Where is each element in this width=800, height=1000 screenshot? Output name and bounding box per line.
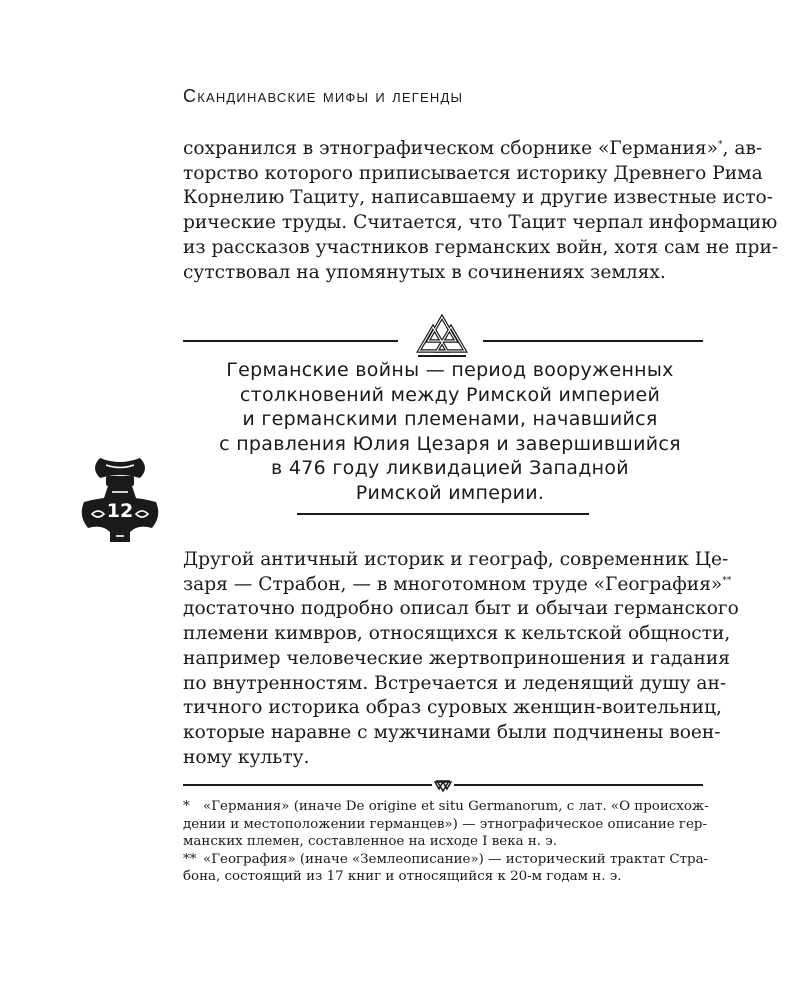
body-line-text: , ав- xyxy=(722,138,763,159)
body-line: Другой античный историк и географ, современник Це- xyxy=(183,549,729,570)
page-number: 12 xyxy=(106,500,134,522)
body-line xyxy=(183,573,732,598)
footnote-line xyxy=(183,851,709,869)
body-line xyxy=(183,137,763,162)
callout-rule-top-left xyxy=(183,340,398,342)
footnote-mark: * xyxy=(183,799,190,814)
body-line: из рассказов участников германских войн, хотя сам не при- xyxy=(183,236,779,258)
footnote-text: «География» (иначе «Землеописание») — исторический трактат Стра- xyxy=(203,851,709,867)
body-line: рические труды. Считается, что Тацит черпал информацию xyxy=(183,212,778,234)
body-line: Корнелию Тациту, написавшаему и другие известные исто- xyxy=(183,187,774,209)
body-paragraph-1 xyxy=(183,137,779,285)
valknut-icon xyxy=(415,314,469,362)
callout-line: в 476 году ликвидацией Западной xyxy=(271,457,629,479)
callout-line: столкновений между Римской империей xyxy=(239,383,661,406)
body-line: сутствовал на упомянутых в сочинениях землях. xyxy=(183,261,666,283)
callout-rule-bottom xyxy=(297,513,589,515)
body-line-text: сохранился в этнографическом сборнике «Германия» xyxy=(183,138,719,159)
body-line: торство которого приписывается историку Древнего Рима xyxy=(183,162,763,184)
callout-line: Германские войны — период вооруженных xyxy=(226,359,674,381)
footnote-text: «Германия» (иначе De origine et situ Germanorum, с лат. «О происхож- xyxy=(203,799,709,814)
callout-line: с правления Юлия Цезаря и завершившийся xyxy=(219,432,681,455)
body-line: племени кимвров, относящихся к кельтской общности, xyxy=(183,623,731,645)
footnote-ref[interactable]: * xyxy=(718,139,723,150)
footnotes xyxy=(183,798,709,886)
footnote-line xyxy=(183,798,709,816)
callout-box xyxy=(200,358,700,505)
footnote-mark: ** xyxy=(183,851,197,867)
body-line-text: заря — Страбон, — в многотомном труде «География» xyxy=(183,573,723,595)
body-line: ному культу. xyxy=(183,746,310,768)
body-line: тичного историка образ суровых женщин-воительниц, xyxy=(183,697,722,719)
triangle-ornament-icon xyxy=(432,777,454,793)
footnote-ref[interactable]: ** xyxy=(722,575,732,586)
footnote-line: манских племен, составленное на исходе I века н. э. xyxy=(183,834,558,850)
running-head: Скандинавские мифы и легенды xyxy=(183,86,464,106)
callout-rule-top-right xyxy=(483,340,703,342)
callout-line: и германскими племенами, начавшийся xyxy=(242,408,658,430)
body-line: которые наравне с мужчинами были подчинены воен- xyxy=(183,721,721,743)
callout-line: Римской империи. xyxy=(355,481,545,504)
footnote-line: бона, состоящий из 17 книг и относящийся к 20-м годам н. э. xyxy=(183,869,622,885)
body-line: например человеческие жертвоприношения и гадания xyxy=(183,647,730,669)
footnote-line: дении и местоположении германцев») — этнографическое описание гер- xyxy=(183,816,707,832)
body-paragraph-2 xyxy=(183,548,739,770)
body-line: по внутренностям. Встречается и леденящий душу ан- xyxy=(183,672,727,694)
body-line: достаточно подробно описал быт и обычаи германского xyxy=(183,598,739,620)
